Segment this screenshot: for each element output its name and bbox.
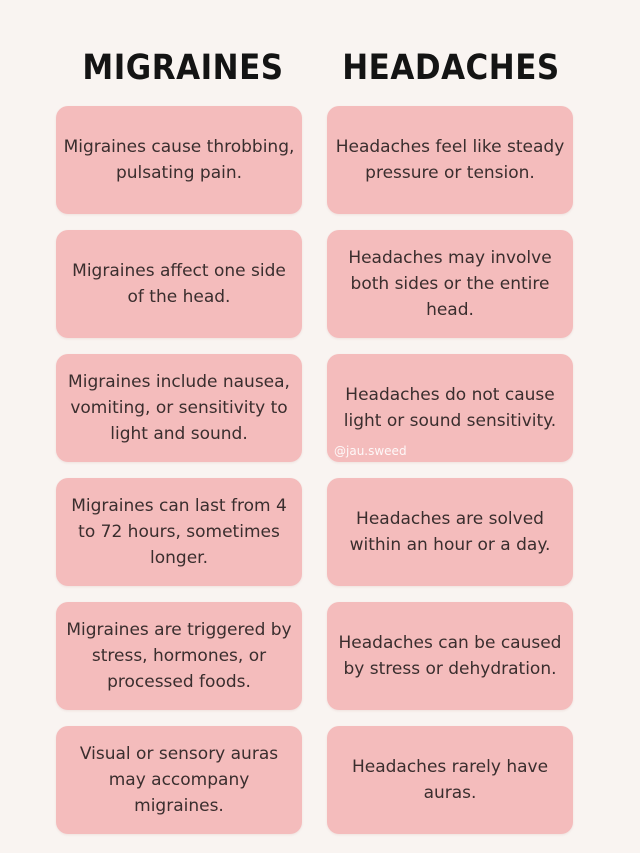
- headache-card-text: Headaches may involve both sides or the entire head.: [348, 248, 552, 320]
- migraine-card-5: [56, 602, 302, 710]
- migraine-card-text: Migraines cause throbbing, pulsating pain.: [63, 137, 295, 183]
- watermark: @jau.sweed: [334, 444, 407, 458]
- migraine-card-6: [56, 726, 302, 834]
- headache-card-text: Headaches rarely have auras.: [351, 757, 549, 803]
- headache-card-4: [327, 478, 573, 586]
- migraine-card-text: Visual or sensory auras may accompany migraines.: [79, 744, 279, 816]
- migraine-card-text: Migraines include nausea, vomiting, or sensitivity to light and sound.: [68, 372, 290, 444]
- headache-card-2: [327, 230, 573, 338]
- headache-card-5: [327, 602, 573, 710]
- migraine-card-1: [56, 106, 302, 214]
- migraine-card-3: [56, 354, 302, 462]
- migraine-card-text: Migraines are triggered by stress, hormones, or processed foods.: [66, 620, 292, 692]
- headache-card-text: Headaches do not cause light or sound sensitivity.: [343, 385, 557, 431]
- migraine-card-text: Migraines affect one side of the head.: [72, 261, 286, 307]
- headaches-heading: HEADACHES: [342, 47, 560, 89]
- migraine-card-text: Migraines can last from 4 to 72 hours, sometimes longer.: [71, 496, 287, 568]
- migraine-card-4: [56, 478, 302, 586]
- migraines-heading: MIGRAINES: [82, 47, 284, 89]
- headache-card-text: Headaches feel like steady pressure or tension.: [335, 137, 565, 183]
- headache-card-text: Headaches can be caused by stress or dehydration.: [338, 633, 562, 679]
- headache-card-6: [327, 726, 573, 834]
- migraine-card-2: [56, 230, 302, 338]
- headache-card-text: Headaches are solved within an hour or a day.: [349, 509, 551, 555]
- headache-card-1: [327, 106, 573, 214]
